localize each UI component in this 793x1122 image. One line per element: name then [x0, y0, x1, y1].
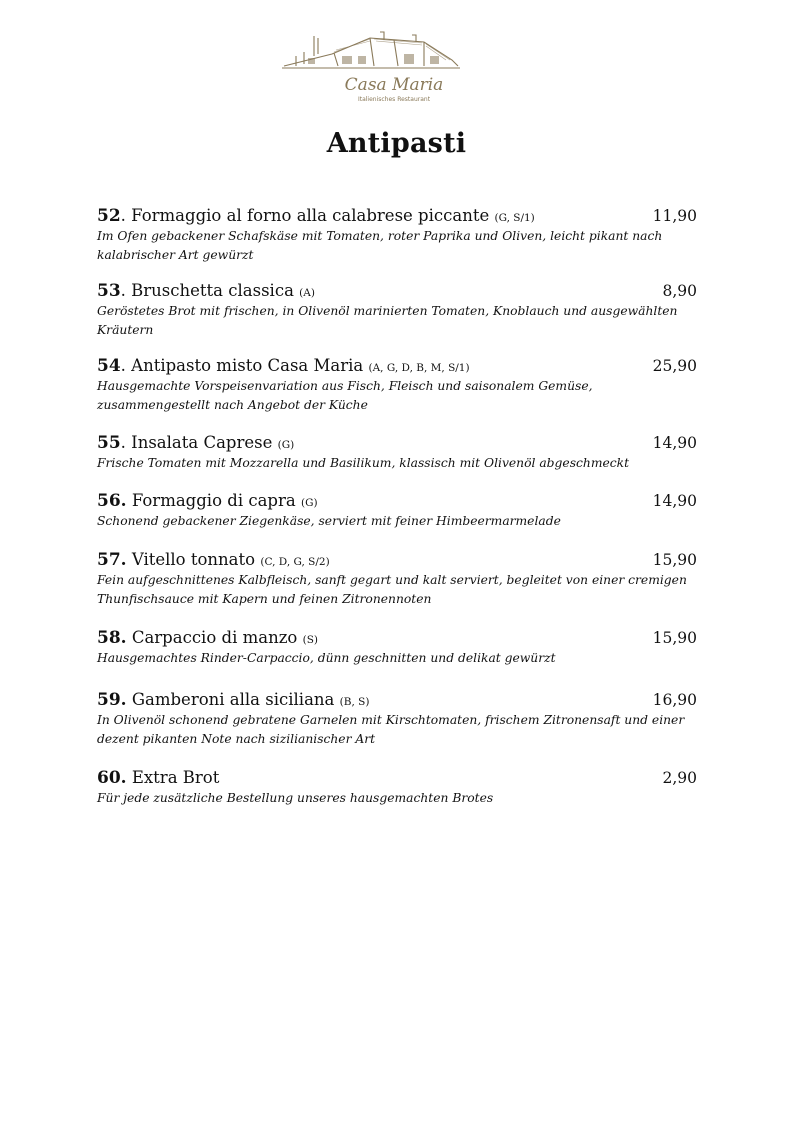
item-description: Frische Tomaten mit Mozzarella und Basilikum, klassisch mit Olivenöl abgeschmeckt — [97, 456, 630, 470]
item-allergens: (G) — [300, 497, 318, 509]
item-name: Insalata Caprese — [131, 433, 273, 452]
menu-item-header — [97, 432, 697, 454]
menu-item — [97, 549, 697, 608]
item-price: 16,90 — [652, 691, 697, 709]
item-allergens: (A, G, D, B, M, S/1) — [368, 362, 470, 374]
item-description: Geröstetes Brot mit frischen, in Olivenöl marinierten Tomaten, Knoblauch und ausgewählten Kräutern — [97, 304, 678, 337]
item-separator: . — [120, 206, 132, 225]
item-allergens: (G, S/1) — [494, 212, 535, 224]
menu-item-header — [97, 549, 697, 571]
item-price: 15,90 — [652, 551, 697, 569]
item-price: 25,90 — [652, 357, 697, 375]
item-price: 14,90 — [652, 492, 697, 510]
item-allergens: (C, D, G, S/2) — [260, 556, 330, 568]
item-name: Gamberoni alla siciliana — [131, 690, 335, 709]
item-number: 60. — [97, 768, 127, 788]
item-number: 59. — [97, 690, 127, 710]
item-number: 53 — [97, 281, 121, 301]
menu-item-header — [97, 490, 697, 512]
item-number: 54 — [97, 356, 121, 376]
item-price: 8,90 — [662, 282, 697, 300]
item-name: Vitello tonnato — [131, 550, 256, 569]
item-description: Für jede zusätzliche Bestellung unseres hausgemachten Brotes — [97, 791, 494, 805]
item-description: Fein aufgeschnittenes Kalbfleisch, sanft gegart und kalt serviert, begleitet von einer cremigen Thunfischsauce mit Kapern und feinen Zitronennoten — [97, 573, 687, 606]
item-allergens: (G) — [277, 439, 295, 451]
menu-item — [97, 432, 697, 473]
item-name: Formaggio al forno alla calabrese piccante — [131, 206, 490, 225]
house-logo-icon — [274, 26, 466, 104]
item-allergens: (S) — [302, 634, 318, 646]
item-separator: . — [120, 433, 132, 452]
item-number: 56. — [97, 491, 127, 511]
menu-item — [97, 355, 697, 414]
menu-item-header — [97, 205, 697, 227]
menu-item — [97, 689, 697, 748]
item-price: 11,90 — [652, 207, 697, 225]
item-name: Formaggio di capra — [131, 491, 296, 510]
item-price: 15,90 — [652, 629, 697, 647]
restaurant-logo — [274, 26, 466, 104]
item-price: 14,90 — [652, 434, 697, 452]
item-description: In Olivenöl schonend gebratene Garnelen mit Kirschtomaten, frischem Zitronensaft und einer dezent pikanten Note nach sizilianischer Art — [97, 713, 685, 746]
item-number: 58. — [97, 628, 127, 648]
menu-item-header — [97, 767, 697, 789]
item-description: Hausgemachtes Rinder-Carpaccio, dünn geschnitten und delikat gewürzt — [97, 651, 556, 665]
page-title: Antipasti — [326, 128, 467, 159]
item-description: Hausgemachte Vorspeisenvariation aus Fisch, Fleisch und saisonalem Gemüse, zusammengestellt nach Angebot der Küche — [97, 379, 593, 412]
item-name: Antipasto misto Casa Maria — [131, 356, 364, 375]
item-number: 57. — [97, 550, 127, 570]
item-number: 55 — [97, 433, 121, 453]
item-name: Carpaccio di manzo — [131, 628, 298, 647]
menu-item-header — [97, 689, 697, 711]
logo-name: Casa Maria — [344, 75, 444, 95]
item-allergens: (B, S) — [339, 696, 370, 708]
menu-item — [97, 490, 697, 531]
menu-item-header — [97, 355, 697, 377]
item-name: Bruschetta classica — [131, 281, 294, 300]
item-description: Schonend gebackener Ziegenkäse, serviert mit feiner Himbeermarmelade — [97, 514, 561, 528]
item-separator: . — [120, 356, 132, 375]
menu-item — [97, 627, 697, 668]
logo-tagline: Italienisches Restaurant — [357, 96, 431, 103]
menu-item-header — [97, 627, 697, 649]
item-name: Extra Brot — [131, 768, 220, 787]
menu-item — [97, 280, 697, 339]
menu-item-header — [97, 280, 697, 302]
item-number: 52 — [97, 206, 121, 226]
menu-item — [97, 767, 697, 808]
item-separator: . — [120, 281, 132, 300]
item-description: Im Ofen gebackener Schafskäse mit Tomaten, roter Paprika und Oliven, leicht pikant nach kalabrischer Art gewürzt — [97, 229, 663, 262]
menu-item — [97, 205, 697, 264]
item-price: 2,90 — [662, 769, 697, 787]
item-allergens: (A) — [299, 287, 315, 299]
